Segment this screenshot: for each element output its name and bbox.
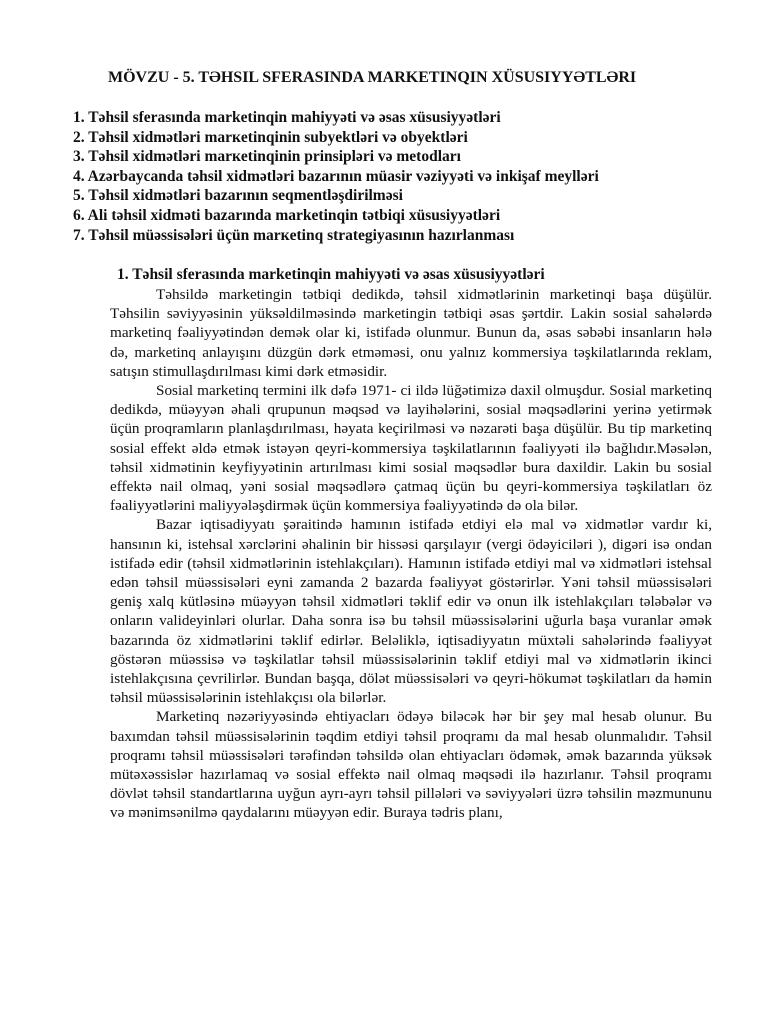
paragraph: Sosial marketinq termini ilk dəfə 1971- ci ildə lüğətimizə daxil olmuşdur. Sosial marketinq dedikdə, müəyyən əhali qrupunun məqsəd və layihələrini, sosial məqsədlərini yerinə yetirmək üçün proqramların planlaşdırılması, həyata keçirilməsi və nəzarəti başa düşülür. Bu tip marketinq sosial effekt əldə etmək istəyən qeyri-kommersiya təşkilatlarının fəaliyyəti ilə bağlıdır.Məsələn, təhsil xidmətinin keyfiyyətinin artırılması kimi sosial məqsədlər bura daxildir. Lakin bu sosial effektə nail olmaq, yəni sosial məqsədlərə çatmaq üçün bu qeyri-kommersiya təşkilatları öz fəaliyyətlərini maliyyələşdirmək üçün kommersiya fəaliyyətində də ola bilər. bbox=[110, 382, 712, 515]
paragraph: Bazar iqtisadiyyatı şəraitində hamının istifadə etdiyi elə mal və xidmətlər vardır ki, hansının ki, istehsal xərclərini əhalinin bir hissəsi qarşılayır (vergi ödəyiciləri ), digəri isə ondan istifadə edir (təhsil xidmətlərinin istehlakçıları). Hamının istifadə etdiyi mal və xidmətləri istehsal edən təhsil müəssisələri eyni zamanda 2 bazarda fəaliyyət göstərirlər. Yəni təhsil müəssisələri geniş xalq kütləsinə müəyyən təhsil xidmətləri təklif edir və onun ilk istehlakçıları tələbələr və onların valideyinləri olurlar. Daha sonra isə bu təhsil müəssisələrini uğurla başa vuranlar əmək bazarında öz xidmətlərini təklif edirlər. Beləliklə, iqtisadiyyatın müxtəli sahələrində fəaliyyət göstərən müəssisə və təşkilatlar təhsil müəssisələrinin təklif etdiyi mal və xidmətlərin ikinci istehlakçısına çevrilirlər. Bundan başqa, dölət müəssisələri və qeyri-hökumət təşkilatları da həmin təhsil müəssisələrinin istehlakçısı ola bilərlər. bbox=[110, 516, 712, 707]
body-text bbox=[110, 285, 712, 823]
toc-item: 2. Təhsil xidmətləri marкetinqinin subyektləri və obyektləri bbox=[73, 128, 468, 146]
toc-item: 6. Ali təhsil xidməti bazarında marketinqin tətbiqi xüsusiyyətləri bbox=[73, 206, 501, 224]
section-heading: 1. Təhsil sferasında marketinqin mahiyyəti və əsas xüsusiyyətləri bbox=[117, 266, 545, 283]
paragraph: Marketinq nəzəriyyəsində ehtiyacları ödəyə biləcək hər bir şey mal hesab olunur. Bu baxımdan təhsil müəssisələrinin təqdim etdiyi təhsil proqramı da mal hesab olunmalıdır. Təhsil proqramı təhsil müəssisələri tərəfindən təhsildə olan ehtiyacları ödəmək, əmək bazarında yüksək mütəxəssislər hazırlamaq və sosial effektə nail olmaq məqsədi ilə hazırlanır. Təhsil proqramı dövlət təhsil standartlarına uyğun ayrı-ayrı təhsil pillələri və səviyyələri üzrə təhsilin məzmununu və mənimsənilmə qaydalarını müəyyən edir. Buraya tədris planı, bbox=[110, 708, 712, 822]
toc-item: 7. Təhsil müəssisələri üçün marкetinq strategiyasının hazırlanması bbox=[73, 226, 515, 244]
document-title: MÖVZU - 5. TƏHSIL SFERASINDA MARKETINQIN XÜSUSIYYƏTLƏRI bbox=[108, 69, 637, 86]
toc-item: 3. Təhsil xidmətləri marкetinqinin prinsipləri və metodları bbox=[73, 148, 461, 166]
table-of-contents bbox=[73, 108, 733, 245]
toc-item: 4. Azərbaycanda təhsil xidmətləri bazarının müasir vəziyyəti və inkişaf meylləri bbox=[73, 167, 599, 185]
toc-item: 1. Təhsil sferasında marketinqin mahiyyəti və əsas xüsusiyyətləri bbox=[73, 109, 501, 126]
paragraph: Təhsildə marketingin tətbiqi dedikdə, təhsil xidmətlərinin marketinqi başa düşülür. Təhsilin səviyyəsinin yüksəldilməsində marketingin tətbiqi əsas şərtdir. Lakin sosial sahələrdə marketinq fəaliyyətindən demək olar ki, istifadə olunmur. Bunun da, əsas səbəbi insanların hələ də, marketinq anlayışını düzgün dərk etməməsi, onu yalnız kommersiya təşkilatlarında reklam, satışın stimullaşdırılması kimi dərk etməsidir. bbox=[110, 286, 712, 380]
toc-item: 5. Təhsil xidmətləri bazarının seqmentləşdirilməsi bbox=[73, 187, 403, 205]
